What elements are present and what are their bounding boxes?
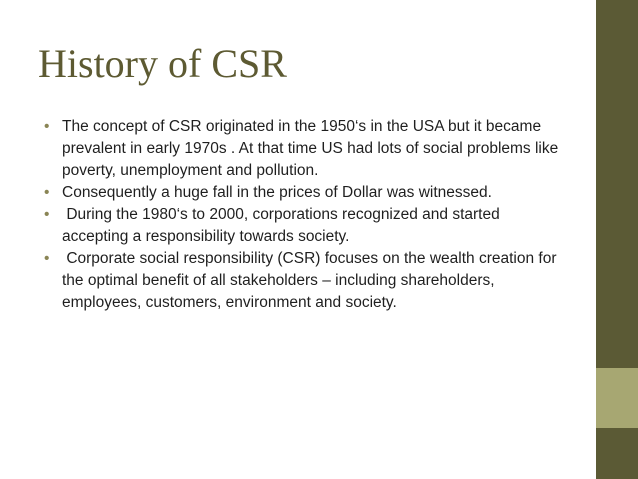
bullet-point-icon: • <box>44 250 50 267</box>
bullet-list <box>44 116 569 314</box>
bullet-point-icon: • <box>44 184 50 201</box>
decorative-side-bar <box>596 0 638 479</box>
side-bar-accent-segment <box>596 368 638 428</box>
bullet-text: Consequently a huge fall in the prices of Dollar was witnessed. <box>62 184 492 201</box>
bullet-item <box>44 182 569 204</box>
bullet-point-icon: • <box>44 206 50 223</box>
side-bar-bottom-segment <box>596 428 638 479</box>
bullet-text: During the 1980‘s to 2000, corporations recognized and started accepting a responsibility towards society. <box>62 206 505 245</box>
side-bar-top-segment <box>596 0 638 368</box>
slide-title: History of CSR <box>38 41 287 86</box>
bullet-item <box>44 116 569 182</box>
bullet-item <box>44 204 569 248</box>
bullet-text: Corporate social responsibility (CSR) focuses on the wealth creation for the optimal benefit of all stakeholders – including shareholders, employees, customers, environment and society. <box>62 250 561 311</box>
bullet-text: The concept of CSR originated in the 1950‘s in the USA but it became prevalent in early 1970s . At that time US had lots of social problems like poverty, unemployment and pollution. <box>62 118 563 179</box>
bullet-point-icon: • <box>44 118 50 135</box>
bullet-item <box>44 248 569 314</box>
